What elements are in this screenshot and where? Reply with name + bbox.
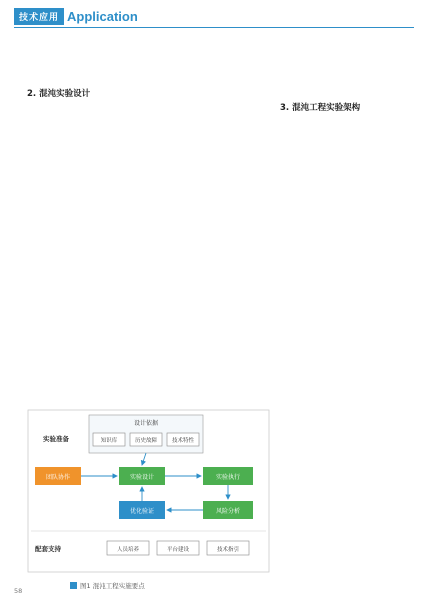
column-label: Application <box>67 8 138 24</box>
optimize-label: 优化验证 <box>129 508 155 515</box>
figure-marker <box>70 582 77 589</box>
history-fault-label: 历史故障 <box>134 438 158 444</box>
diagram-svg <box>27 409 270 573</box>
design-label: 实验设计 <box>129 474 155 481</box>
middle-column-body <box>152 87 270 401</box>
arrow-basis-design <box>142 453 146 465</box>
support-title: 配套支持 <box>35 545 61 553</box>
staff-label: 人员培养 <box>116 547 140 553</box>
page-number: 58 <box>14 587 23 595</box>
knowledge-label: 知识库 <box>100 438 118 444</box>
tech-feature-label: 技术特性 <box>171 438 195 444</box>
section-3-heading: 3. 混沌工程实验架构 <box>280 103 361 113</box>
experiment-diagram <box>27 409 270 573</box>
header-rule <box>14 27 414 28</box>
experiment-prep-label: 实验准备 <box>43 435 69 443</box>
page-header <box>14 8 138 24</box>
team-collab-label: 团队协作 <box>45 474 71 481</box>
section-3-body <box>280 115 398 585</box>
section-2-body <box>27 101 145 401</box>
execute-label: 实验执行 <box>215 474 241 481</box>
column-tag: 技术应用 <box>14 8 64 25</box>
figure-caption <box>70 581 145 590</box>
design-basis-title: 设计依据 <box>133 420 159 427</box>
risk-label: 风险分析 <box>215 508 241 515</box>
platform-label: 平台建设 <box>166 547 190 553</box>
section-2-heading: 2. 混沌实验设计 <box>27 89 91 99</box>
guideline-label: 技术指引 <box>216 547 240 553</box>
figure-caption-text: 图1 混沌工程实施要点 <box>80 582 145 590</box>
